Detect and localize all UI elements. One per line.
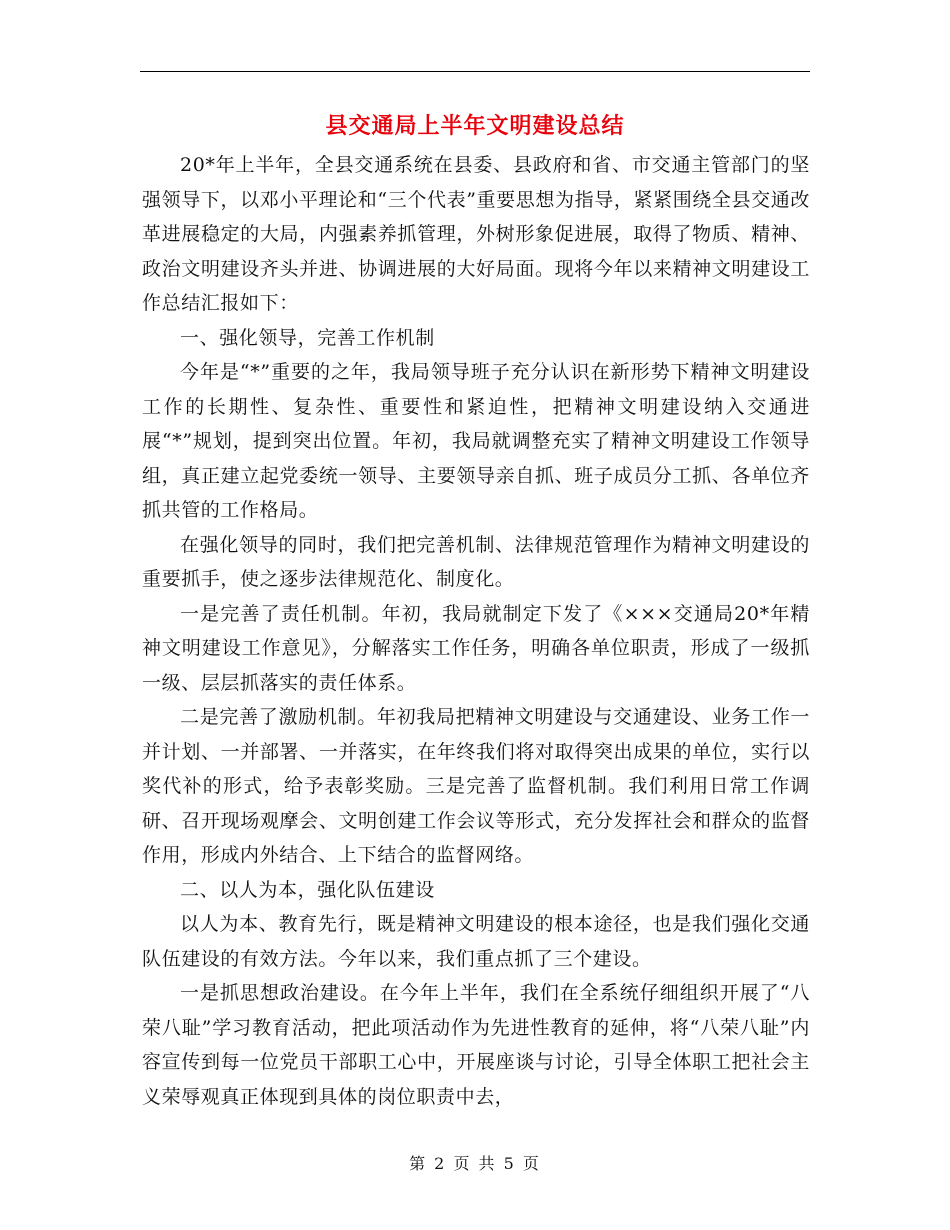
paragraph: 一是抓思想政治建设。在今年上半年，我们在全系统仔细组织开展了“八荣八耻”学习教育活动，把此项活动作为先进性教育的延伸，将“八荣八耻”内容宣传到每一位党员干部职工心中，开展座谈与讨论，引导全体职工把社会主义荣辱观真正体现到具体的岗位职责中去， [142,982,810,1108]
section-heading-2: 二、以人为本，强化队伍建设 [180,878,435,901]
paragraph: 以人为本、教育先行，既是精神文明建设的根本途径，也是我们强化交通队伍建设的有效方法。今年以来，我们重点抓了三个建设。 [142,913,810,970]
header-rule [140,71,810,72]
section-heading-1: 一、强化领导，完善工作机制 [180,326,435,349]
paragraph: 一是完善了责任机制。年初，我局就制定下发了《×××交通局20*年精神文明建设工作意见》，分解落实工作任务，明确各单位职责，形成了一级抓一级、层层抓落实的责任体系。 [142,602,810,694]
paragraph: 今年是“*”重要的之年，我局领导班子充分认识在新形势下精神文明建设工作的长期性、复杂性、重要性和紧迫性，把精神文明建设纳入交通进展“*”规划，提到突出位置。年初，我局就调整充实了精神文明建设工作领导组，真正建立起党委统一领导、主要领导亲自抓、班子成员分工抓、各单位齐抓共管的工作格局。 [142,361,810,521]
paragraph: 二是完善了激励机制。年初我局把精神文明建设与交通建设、业务工作一并计划、一并部署、一并落实，在年终我们将对取得突出成果的单位，实行以奖代补的形式，给予表彰奖励。三是完善了监督机制。我们利用日常工作调研、召开现场观摩会、文明创建工作会议等形式，充分发挥社会和群众的监督作用，形成内外结合、上下结合的监督网络。 [142,706,810,866]
paragraph: 在强化领导的同时，我们把完善机制、法律规范管理作为精神文明建设的重要抓手，使之逐步法律规范化、制度化。 [142,533,810,590]
paragraph-intro: 20*年上半年，全县交通系统在县委、县政府和省、市交通主管部门的坚强领导下，以邓小平理论和“三个代表”重要思想为指导，紧紧围绕全县交通改革进展稳定的大局，内强素养抓管理，外树形象促进展，取得了物质、精神、政治文明建设齐头并进、协调进展的大好局面。现将今年以来精神文明建设工作总结汇报如下： [142,154,810,314]
document-body [142,148,810,1114]
document-title: 县交通局上半年文明建设总结 [325,113,625,139]
page-number-footer: 第 2 页 共 5 页 [409,1154,541,1173]
